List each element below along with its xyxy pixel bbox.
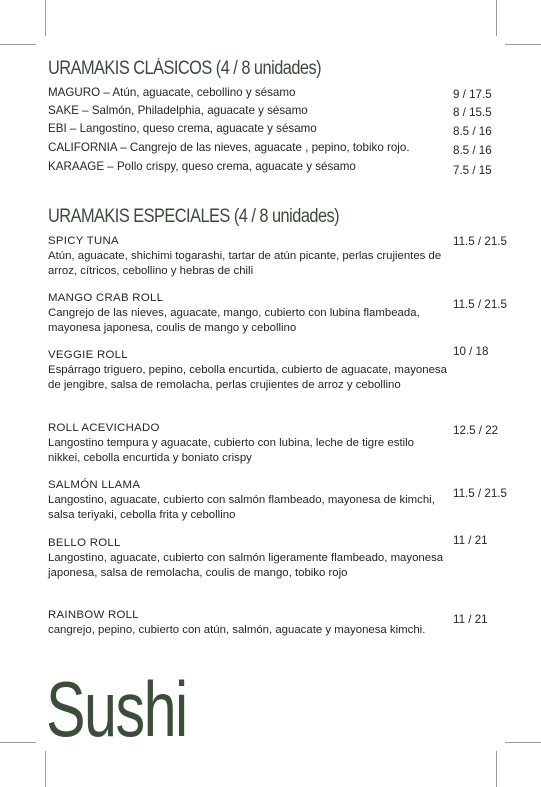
item-name: SPICY TUNA — [48, 235, 119, 247]
item-description: Espárrago triguero, pepino, cebolla encurtida, cubierto de aguacate, mayonesa de jengibre, salsa de remolacha, perlas crujientes de arroz y cebollino — [48, 364, 447, 391]
item-description: cangrejo, pepino, cubierto con atún, salmón, aguacate y mayonesa kimchi. — [48, 624, 426, 636]
classic-item-price: 8.5 / 16 — [453, 144, 492, 157]
item-price: 12.5 / 22 — [453, 424, 499, 437]
crop-mark-left-bottom — [0, 742, 36, 743]
item-price: 11 / 21 — [453, 613, 488, 626]
menu-item — [48, 234, 448, 279]
classic-item-text: SAKE – Salmón, Philadelphia, aguacate y sésamo — [48, 104, 308, 117]
menu-item — [48, 478, 448, 523]
item-description: Langostino tempura y aguacate, cubierto con lubina, leche de tigre estilo nikkei, cebolla encurtida y boniato crispy — [48, 437, 415, 464]
sushi-heading: Sushi — [46, 665, 187, 753]
crop-mark-bottom-left — [45, 751, 46, 787]
crop-mark-right-top — [505, 44, 541, 45]
menu-item — [48, 291, 448, 336]
crop-mark-bottom-right — [496, 751, 497, 787]
item-price: 11.5 / 21.5 — [453, 235, 507, 248]
classic-section-title: URAMAKIS CLÁSICOS (4 / 8 unidades) — [48, 58, 322, 79]
crop-mark-top-left — [45, 0, 46, 36]
classic-item-text: CALIFORNIA – Cangrejo de las nieves, aguacate , pepino, tobiko rojo. — [48, 141, 410, 154]
classic-item-text: EBI – Langostino, queso crema, aguacate y sésamo — [48, 122, 317, 135]
special-section-title: URAMAKIS ESPECIALES (4 / 8 unidades) — [48, 206, 340, 227]
item-name: MANGO CRAB ROLL — [48, 292, 164, 304]
menu-item — [48, 536, 448, 581]
menu-item — [48, 348, 448, 393]
item-name: ROLL ACEVICHADO — [48, 422, 160, 434]
item-name: VEGGIE ROLL — [48, 349, 128, 361]
item-description: Langostino, aguacate, cubierto con salmón flambeado, mayonesa de kimchi, salsa teriyaki, cebolla frita y cebollino — [48, 494, 435, 521]
item-name: SALMÓN LLAMA — [48, 479, 141, 491]
classic-item-text: KARAAGE – Pollo crispy, queso crema, aguacate y sésamo — [48, 160, 356, 173]
item-description: Cangrejo de las nieves, aguacate, mango, cubierto con lubina flambeada, mayonesa japonesa, coulis de mango y cebollino — [48, 307, 420, 334]
item-description: Langostino, aguacate, cubierto con salmón ligeramente flambeado, mayonesa japonesa, salsa de remolacha, coulis de mango, tobiko rojo — [48, 552, 444, 579]
crop-mark-left-top — [0, 44, 36, 45]
item-name: BELLO ROLL — [48, 537, 121, 549]
item-price: 11 / 21 — [453, 534, 488, 547]
crop-mark-right-bottom — [505, 742, 541, 743]
menu-item — [48, 421, 448, 466]
item-description: Atún, aguacate, shichimi togarashi, tartar de atún picante, perlas crujientes de arroz, cítricos, cebollino y hebras de chili — [48, 250, 442, 277]
classic-item-price: 9 / 17.5 — [453, 88, 492, 101]
item-price: 10 / 18 — [453, 345, 489, 358]
item-name: RAINBOW ROLL — [48, 609, 139, 621]
classic-item-price: 7.5 / 15 — [453, 164, 492, 177]
menu-item — [48, 608, 448, 638]
classic-item-price: 8 / 15.5 — [453, 106, 492, 119]
item-price: 11.5 / 21.5 — [453, 298, 507, 311]
item-price: 11.5 / 21.5 — [453, 487, 507, 500]
crop-mark-top-right — [496, 0, 497, 36]
classic-item-text: MAGURO – Atún, aguacate, cebollino y sésamo — [48, 86, 296, 99]
classic-item-price: 8.5 / 16 — [453, 125, 492, 138]
